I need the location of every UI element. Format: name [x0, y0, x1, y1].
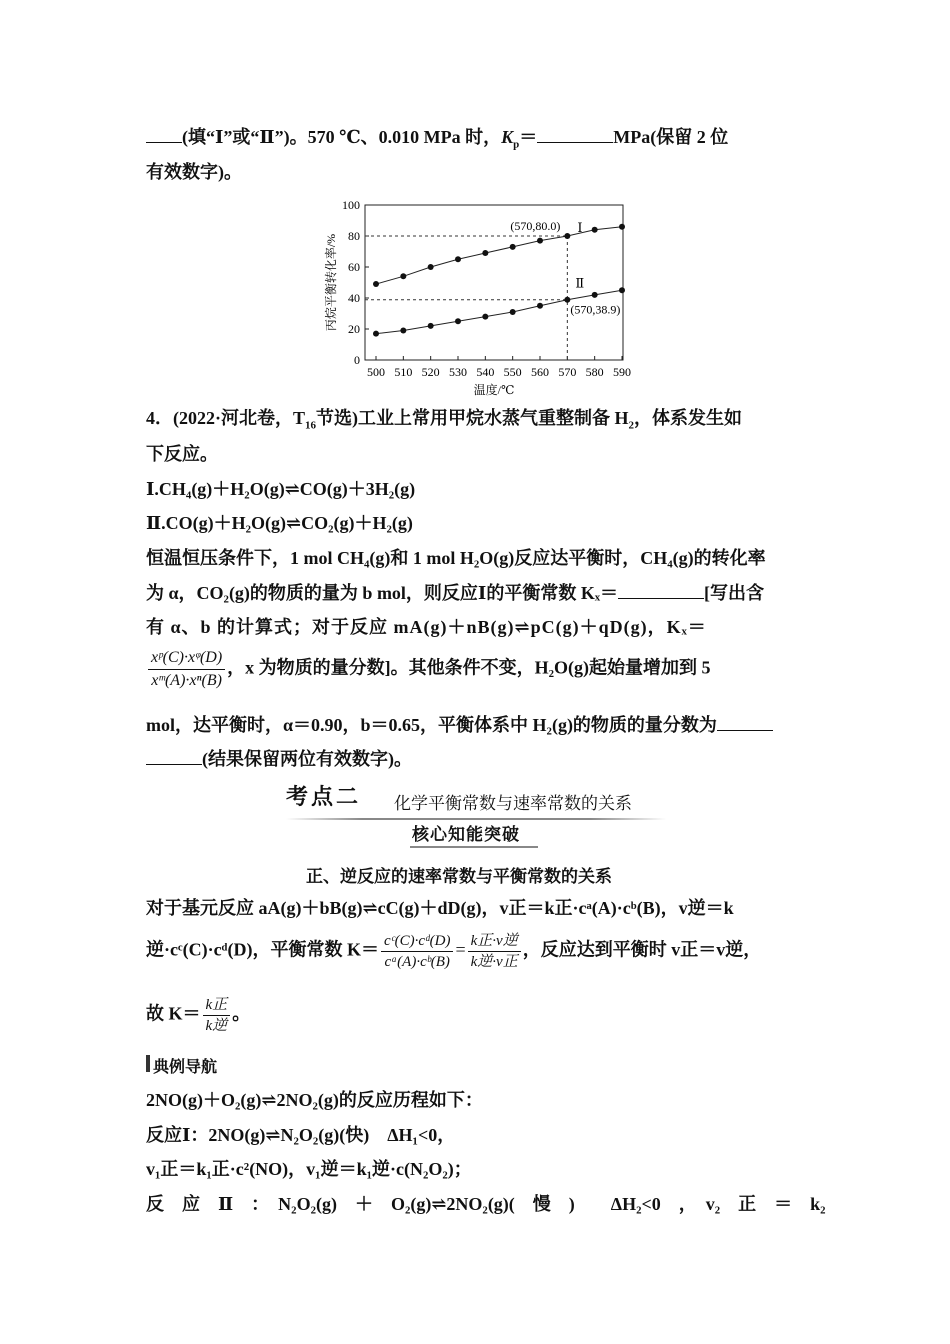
data-point	[537, 238, 543, 244]
plot-frame	[365, 205, 623, 360]
data-point	[482, 250, 488, 256]
q4-text-9: mol，达平衡时，α＝0.90，b＝0.65，平衡体系中 H₂(g)的物质的量分数为	[146, 715, 717, 735]
reaction-1: Ⅰ.CH₄(g)＋H₂O(g)⇌CO(g)＋3H₂(g)	[146, 479, 416, 499]
y-axis-label: 丙烷平衡转化率/%	[324, 233, 338, 332]
example-line-2: 反应Ⅰ：2NO(g)⇌N₂O₂(g)(快) ΔH₁<0，	[146, 1125, 456, 1145]
k-fraction-3	[203, 996, 231, 1035]
section-heading: 正、逆反应的速率常数与平衡常数的关系	[306, 867, 612, 887]
k-numerator-1: cᶜ(C)·cᵈ(D)	[381, 932, 453, 952]
y-tick-label: 60	[348, 260, 360, 274]
q4-line-1	[146, 406, 742, 430]
data-point	[373, 281, 379, 287]
series-label-1: Ⅰ	[577, 220, 583, 235]
q4-line-2: 下反应。	[146, 444, 218, 464]
data-point	[619, 224, 625, 230]
answer-blank[interactable]	[618, 580, 704, 599]
top-text-a: (填“Ⅰ”或“Ⅱ”)。570 ℃、0.010 MPa 时，	[182, 127, 502, 147]
k-numerator-3: k正	[203, 996, 231, 1016]
x-tick-label: 590	[613, 365, 631, 379]
example-line-3: v₁正＝k₁正·c²(NO)，v₁逆＝k₁逆·c(N₂O₂)；	[146, 1159, 472, 1179]
k-fraction-2	[468, 932, 521, 971]
reaction-2: Ⅱ.CO(g)＋H₂O(g)⇌CO₂(g)＋H₂(g)	[146, 513, 413, 533]
data-point	[400, 273, 406, 279]
q4-text-a: 4．(2022·河北卷，T	[146, 408, 306, 428]
equals-sign: ＝	[519, 127, 538, 147]
body-line-1: 对于基元反应 aA(g)＋bB(g)⇌cC(g)＋dD(g)，v正＝k正·cᵃ(A)·cᵇ(B)，v逆＝k	[146, 898, 734, 918]
q4-text-hint: [写出含	[704, 583, 765, 603]
top-text-b: MPa(保留 2 位	[613, 127, 729, 147]
data-point	[592, 227, 598, 233]
data-point	[537, 303, 543, 309]
data-point	[428, 323, 434, 329]
top-line-2: 有效数字)。	[146, 162, 242, 182]
q4-line-6	[146, 580, 764, 605]
data-point	[510, 309, 516, 315]
body-line-3	[146, 996, 250, 1035]
series-label-2: Ⅱ	[575, 275, 585, 291]
data-point	[592, 292, 598, 298]
q4-sub-a: 16	[305, 419, 317, 432]
x-axis-label: 温度/℃	[473, 383, 515, 397]
x-tick-label: 570	[558, 365, 577, 379]
x-tick-label: 510	[394, 365, 413, 379]
annotation-label: (570,38.9)	[570, 302, 621, 317]
kx-denominator: xᵐ(A)·xⁿ(B)	[151, 672, 222, 689]
body-text-period: 。	[232, 1003, 251, 1024]
data-point	[428, 264, 434, 270]
subtitle-underline	[410, 846, 538, 848]
q4-text-c: ，体系发生如	[634, 408, 743, 428]
data-point	[564, 233, 570, 239]
x-tick-label: 530	[449, 365, 467, 379]
q4-line-10	[146, 746, 412, 771]
kp-subscript: p	[513, 138, 520, 151]
data-point	[373, 331, 379, 337]
top-line-1	[146, 124, 728, 149]
q4-text-10: (结果保留两位有效数字)。	[202, 749, 412, 769]
example-line-1: 2NO(g)＋O₂(g)⇌2NO₂(g)的反应历程如下：	[146, 1090, 483, 1110]
data-point	[619, 287, 625, 293]
body-line-2	[146, 932, 761, 971]
example-tag-bar	[146, 1055, 150, 1072]
kp-symbol: K	[501, 127, 514, 147]
x-tick-label: 540	[476, 365, 495, 379]
x-tick-label: 550	[503, 365, 522, 379]
body-text-eq: ，反应达到平衡时 v正＝v逆，	[522, 939, 762, 960]
y-tick-label: 40	[348, 291, 360, 305]
section-subtitle: 核心知能突破	[412, 825, 520, 845]
q4-text-8: ，x 为物质的量分数]。其他条件不变，H₂O(g)起始量增加到 5	[227, 657, 711, 678]
section-badge: 考点二	[286, 785, 362, 810]
x-tick-label: 500	[367, 365, 385, 379]
answer-blank[interactable]	[537, 124, 613, 143]
y-tick-label: 0	[354, 353, 360, 367]
y-tick-label: 20	[348, 322, 360, 336]
q4-text-kx: 为 α，CO₂(g)的物质的量为 b mol，则反应Ⅰ的平衡常数 Kₓ＝	[146, 583, 619, 603]
q4-line-9	[146, 712, 773, 737]
x-tick-label: 520	[421, 365, 440, 379]
k-denominator-3: k逆	[205, 1018, 228, 1034]
conversion-chart	[322, 193, 662, 403]
x-tick-label: 560	[531, 365, 549, 379]
data-point	[455, 256, 461, 262]
body-text-k: 逆·cᶜ(C)·cᵈ(D)，平衡常数 K＝	[146, 939, 379, 960]
q4-sub-b: 2	[628, 419, 635, 432]
q4-text-b: 节选)工业上常用甲烷水蒸气重整制备 H	[316, 408, 629, 428]
data-point	[482, 314, 488, 320]
answer-blank[interactable]	[146, 124, 182, 143]
k-numerator-2: k正·v逆	[468, 932, 521, 952]
data-point	[510, 244, 516, 250]
q4-line-7: 有 α、b 的计算式；对于反应 mA(g)＋nB(g)⇌pC(g)＋qD(g)，Kₓ＝	[146, 617, 707, 637]
answer-blank[interactable]	[146, 746, 202, 765]
body-text-therefore: 故 K＝	[146, 1003, 201, 1024]
series-line-1	[376, 227, 622, 284]
x-tick-label: 580	[585, 365, 604, 379]
answer-blank[interactable]	[717, 712, 773, 731]
annotation-label: (570,80.0)	[510, 219, 561, 233]
k-fraction-1	[381, 932, 453, 971]
kx-numerator: xᵖ(C)·xᵠ(D)	[148, 648, 225, 670]
data-point	[400, 328, 406, 334]
y-tick-label: 100	[342, 198, 360, 212]
k-denominator-1: cᵃ(A)·cᵇ(B)	[384, 954, 450, 970]
equals-sign: =	[455, 939, 466, 960]
kx-fraction	[148, 648, 225, 691]
q4-line-5: 恒温恒压条件下，1 mol CH₄(g)和 1 mol H₂O(g)反应达平衡时，CH₄(g)的转化率	[146, 548, 766, 568]
q4-line-8	[146, 648, 711, 691]
k-denominator-2: k逆·v正	[470, 954, 518, 970]
data-point	[455, 318, 461, 324]
section-title: 化学平衡常数与速率常数的关系	[394, 794, 632, 814]
example-line-4: 反 应 Ⅱ ： N₂O₂(g) ＋ O₂(g)⇌2NO₂(g)( 慢 ) ΔH₂<0 ， v₂ 正 ＝ k₂	[146, 1194, 826, 1214]
y-tick-label: 80	[348, 229, 360, 243]
example-tag: 典例导航	[153, 1057, 218, 1076]
